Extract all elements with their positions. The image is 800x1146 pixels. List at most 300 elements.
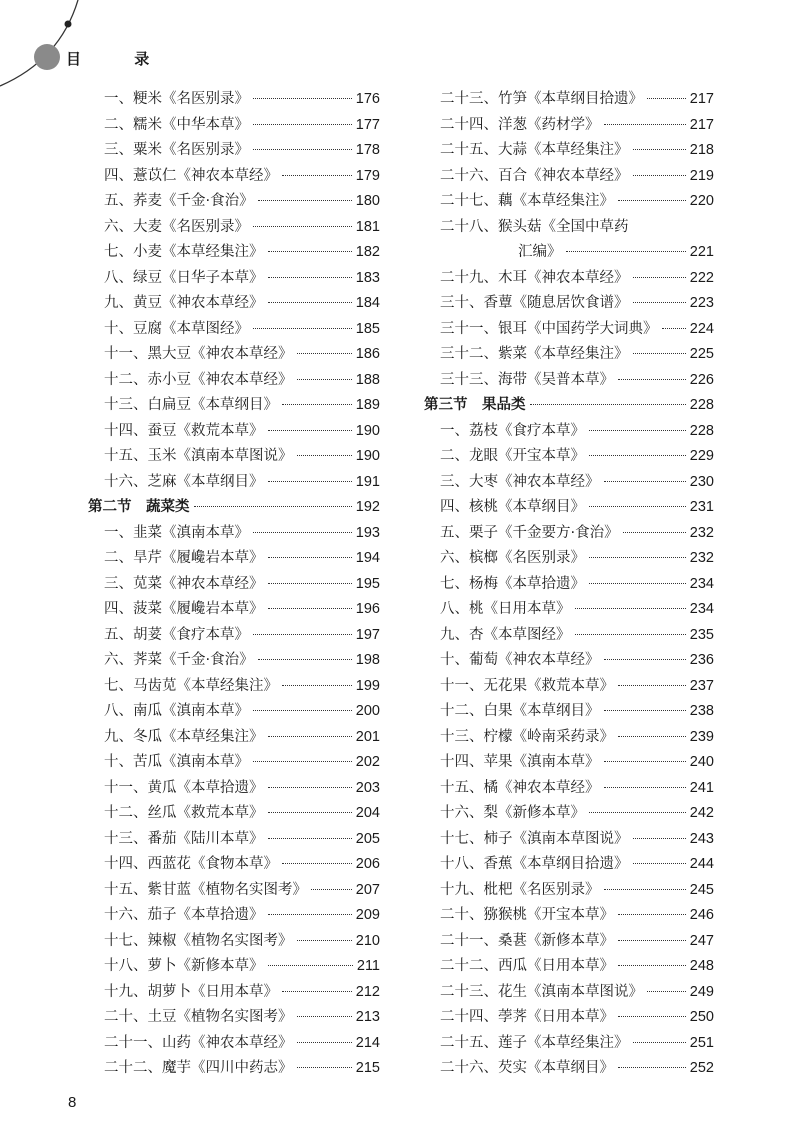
toc-entry[interactable] — [424, 164, 714, 190]
toc-page-number: 234 — [689, 601, 714, 617]
toc-section-heading[interactable] — [424, 393, 714, 419]
toc-entry[interactable] — [424, 189, 714, 215]
toc-page-number: 235 — [689, 626, 714, 643]
dot-leader — [618, 965, 686, 966]
toc-entry-title: 十一、黑大豆《神农本草经》 — [104, 346, 293, 362]
toc-entry[interactable] — [424, 572, 714, 598]
toc-page-number: 183 — [355, 269, 380, 286]
toc-entry[interactable] — [424, 138, 714, 164]
toc-entry-title: 五、荞麦《千金·食治》 — [104, 193, 254, 209]
toc-entry[interactable] — [424, 954, 714, 980]
toc-entry[interactable] — [88, 1005, 380, 1031]
toc-entry[interactable] — [424, 317, 714, 343]
toc-entry[interactable] — [424, 342, 714, 368]
dot-leader — [253, 710, 352, 711]
toc-page-number: 185 — [355, 320, 380, 337]
dot-leader — [618, 685, 686, 686]
toc-entry-title: 二十八、猴头菇《全国中草药 — [440, 218, 629, 235]
toc-entry[interactable] — [88, 623, 380, 649]
dot-leader — [633, 302, 686, 303]
toc-entry-title: 第二节 蔬菜类 — [88, 499, 190, 515]
toc-entry-continuation[interactable] — [424, 240, 714, 266]
toc-page-number: 199 — [355, 677, 380, 694]
toc-entry[interactable] — [424, 495, 714, 521]
toc-entry[interactable] — [88, 240, 380, 266]
dot-leader — [268, 736, 352, 737]
toc-page-number: 240 — [689, 754, 714, 770]
toc-page-number: 198 — [355, 652, 380, 668]
toc-page-number: 207 — [355, 881, 380, 898]
toc-entry[interactable] — [88, 903, 380, 929]
toc-entry-title: 七、杨梅《本草拾遗》 — [440, 575, 585, 592]
toc-page-number: 184 — [355, 295, 380, 311]
toc-page-number: 231 — [689, 499, 714, 515]
toc-entry[interactable] — [424, 521, 714, 547]
toc-entry[interactable] — [424, 623, 714, 649]
toc-entry-title: 二十四、荸荠《日用本草》 — [440, 1009, 614, 1025]
toc-entry[interactable] — [88, 1056, 380, 1082]
toc-page-number: 215 — [355, 1060, 380, 1076]
dot-leader — [604, 710, 686, 711]
toc-entry-title: 十六、芝麻《本草纲目》 — [104, 473, 264, 490]
toc-entry-title: 十三、柠檬《岭南采药录》 — [440, 728, 614, 745]
toc-entry[interactable] — [424, 725, 714, 751]
dot-leader — [268, 608, 352, 609]
dot-leader — [633, 277, 686, 278]
toc-entry-title: 二十五、大蒜《本草经集注》 — [440, 142, 629, 158]
toc-page-number: 226 — [689, 371, 714, 388]
toc-page-number: 212 — [355, 983, 380, 1000]
toc-page-number: 228 — [689, 397, 714, 413]
toc-entry[interactable] — [424, 546, 714, 572]
toc-page-number: 228 — [689, 422, 714, 439]
toc-entry[interactable] — [88, 776, 380, 802]
toc-page-number: 203 — [355, 779, 380, 796]
toc-page-number: 179 — [355, 167, 380, 184]
toc-entry[interactable] — [424, 87, 714, 113]
dot-leader — [268, 557, 352, 558]
toc-entry[interactable] — [88, 827, 380, 853]
toc-page-number: 201 — [355, 728, 380, 745]
toc-entry-title: 二十三、花生《滇南本草图说》 — [440, 983, 643, 1000]
dot-leader — [566, 251, 686, 252]
toc-page-number: 193 — [355, 524, 380, 541]
toc-page-number: 241 — [689, 779, 714, 796]
toc-page-number: 219 — [689, 167, 714, 184]
toc-entry-title: 九、冬瓜《本草经集注》 — [104, 728, 264, 745]
toc-entry-title: 一、韭菜《滇南本草》 — [104, 524, 249, 541]
dot-leader — [282, 685, 352, 686]
dot-leader — [253, 149, 352, 150]
toc-entry-title: 九、杏《本草图经》 — [440, 626, 571, 643]
toc-page-number: 222 — [689, 269, 714, 286]
toc-entry[interactable] — [88, 725, 380, 751]
toc-entry-title: 二、旱芹《履巉岩本草》 — [104, 550, 264, 566]
toc-entry-title: 一、荔枝《食疗本草》 — [440, 422, 585, 439]
toc-entry[interactable] — [424, 750, 714, 776]
toc-page-number: 251 — [689, 1034, 714, 1051]
toc-entry[interactable] — [88, 929, 380, 955]
toc-entry-title: 六、槟榔《名医别录》 — [440, 550, 585, 566]
dot-leader — [297, 353, 352, 354]
toc-page-number: 192 — [355, 499, 380, 515]
dot-leader — [297, 1042, 352, 1043]
toc-entry-title: 十四、蚕豆《救荒本草》 — [104, 422, 264, 439]
toc-entry-title: 九、黄豆《神农本草经》 — [104, 295, 264, 311]
dot-leader — [604, 889, 686, 890]
toc-page-number: 252 — [689, 1060, 714, 1076]
toc-entry[interactable] — [424, 470, 714, 496]
toc-entry[interactable] — [88, 368, 380, 394]
decorative-circle-icon — [34, 44, 60, 70]
dot-leader — [253, 98, 352, 99]
toc-entry-title: 十五、紫甘蓝《植物名实图考》 — [104, 881, 307, 898]
toc-entry-title: 十五、橘《神农本草经》 — [440, 779, 600, 796]
toc-entry[interactable] — [88, 954, 380, 980]
toc-page-number: 190 — [355, 448, 380, 464]
toc-page-number: 195 — [355, 575, 380, 592]
toc-entry-title: 十九、枇杷《名医别录》 — [440, 881, 600, 898]
toc-entry[interactable] — [424, 878, 714, 904]
toc-entry-title: 十五、玉米《滇南本草图说》 — [104, 448, 293, 464]
toc-entry-title: 十六、茄子《本草拾遗》 — [104, 907, 264, 923]
toc-entry[interactable] — [424, 776, 714, 802]
toc-entry-title: 十八、萝卜《新修本草》 — [104, 958, 264, 974]
dot-leader — [589, 455, 686, 456]
page-number: 8 — [68, 1094, 77, 1111]
dot-leader — [633, 863, 686, 864]
toc-page-number: 214 — [355, 1034, 380, 1051]
toc-entry-title: 十一、无花果《救荒本草》 — [440, 677, 614, 694]
dot-leader — [618, 940, 686, 941]
toc-entry[interactable] — [88, 317, 380, 343]
dot-leader — [633, 149, 686, 150]
toc-page-number: 213 — [355, 1009, 380, 1025]
dot-leader — [268, 838, 352, 839]
toc-entry[interactable] — [88, 113, 380, 139]
toc-entry[interactable] — [88, 699, 380, 725]
toc-page-number: 243 — [689, 830, 714, 847]
toc-page-number: 205 — [355, 830, 380, 847]
dot-leader — [589, 506, 686, 507]
toc-entry-title: 三十二、紫菜《本草经集注》 — [440, 346, 629, 362]
toc-page-number: 218 — [689, 142, 714, 158]
toc-page-number: 229 — [689, 448, 714, 464]
toc-entry[interactable] — [88, 189, 380, 215]
dot-leader — [282, 175, 352, 176]
toc-page-number: 234 — [689, 575, 714, 592]
toc-page-number: 190 — [355, 422, 380, 439]
toc-entry[interactable] — [88, 215, 380, 241]
dot-leader — [268, 430, 352, 431]
toc-page-number: 247 — [689, 932, 714, 949]
toc-page-number: 250 — [689, 1009, 714, 1025]
toc-entry[interactable] — [424, 699, 714, 725]
toc-entry-title: 二十、猕猴桃《开宝本草》 — [440, 907, 614, 923]
toc-entry-title: 三十一、银耳《中国药学大词典》 — [440, 320, 658, 337]
dot-leader — [618, 1016, 686, 1017]
toc-entry[interactable] — [424, 419, 714, 445]
toc-entry[interactable] — [88, 164, 380, 190]
toc-entry[interactable] — [424, 674, 714, 700]
toc-entry-title: 八、绿豆《日华子本草》 — [104, 269, 264, 286]
toc-entry-title: 十二、赤小豆《神农本草经》 — [104, 371, 293, 388]
toc-entry[interactable] — [88, 521, 380, 547]
toc-entry-title: 五、胡荽《食疗本草》 — [104, 626, 249, 643]
dot-leader — [297, 455, 352, 456]
toc-entry[interactable] — [88, 980, 380, 1006]
toc-entry-title: 二十、土豆《植物名实图考》 — [104, 1009, 293, 1025]
toc-page-number: 181 — [355, 218, 380, 235]
toc-left-column — [88, 87, 380, 1082]
toc-page-number: 210 — [355, 932, 380, 949]
toc-entry[interactable] — [88, 674, 380, 700]
toc-entry[interactable] — [424, 827, 714, 853]
dot-leader — [297, 1016, 352, 1017]
toc-entry-title: 三十、香蕈《随息居饮食谱》 — [440, 295, 629, 311]
toc-page-number: 232 — [689, 550, 714, 566]
dot-leader — [604, 787, 686, 788]
toc-page-number: 237 — [689, 677, 714, 694]
toc-entry-title: 六、荠菜《千金·食治》 — [104, 652, 254, 668]
toc-entry[interactable] — [88, 1031, 380, 1057]
dot-leader — [604, 761, 686, 762]
toc-entry-title: 二十一、山药《神农本草经》 — [104, 1034, 293, 1051]
toc-page-number: 239 — [689, 728, 714, 745]
toc-entry-title: 二十一、桑葚《新修本草》 — [440, 932, 614, 949]
toc-entry-title: 八、南瓜《滇南本草》 — [104, 703, 249, 719]
decorative-arc-line — [0, 0, 78, 86]
dot-leader — [589, 557, 686, 558]
toc-entry[interactable] — [88, 878, 380, 904]
toc-entry[interactable] — [88, 546, 380, 572]
toc-entry[interactable] — [88, 648, 380, 674]
dot-leader — [647, 98, 686, 99]
dot-leader — [633, 1042, 686, 1043]
toc-entry-title: 二、糯米《中华本草》 — [104, 116, 249, 133]
toc-entry[interactable] — [424, 597, 714, 623]
toc-entry[interactable] — [424, 1005, 714, 1031]
toc-page-number: 230 — [689, 473, 714, 490]
dot-leader — [297, 379, 352, 380]
toc-entry-title: 四、薏苡仁《神农本草经》 — [104, 167, 278, 184]
toc-entry-title: 汇编》 — [518, 244, 562, 260]
dot-leader — [282, 404, 352, 405]
toc-entry[interactable] — [88, 470, 380, 496]
toc-page-number: 246 — [689, 907, 714, 923]
toc-page-number: 180 — [355, 193, 380, 209]
toc-entry-title: 十六、梨《新修本草》 — [440, 805, 585, 821]
dot-leader — [604, 659, 686, 660]
toc-entry-title: 七、小麦《本草经集注》 — [104, 244, 264, 260]
toc-entry[interactable] — [88, 266, 380, 292]
toc-entry-title: 二十二、魔芋《四川中药志》 — [104, 1060, 293, 1076]
toc-entry-title: 二十六、百合《神农本草经》 — [440, 167, 629, 184]
toc-entry-title: 四、核桃《本草纲目》 — [440, 499, 585, 515]
dot-leader — [633, 838, 686, 839]
toc-entry-title: 二十五、莲子《本草经集注》 — [440, 1034, 629, 1051]
toc-entry-title: 十九、胡萝卜《日用本草》 — [104, 983, 278, 1000]
toc-entry-title: 三、苋菜《神农本草经》 — [104, 575, 264, 592]
toc-entry-title: 十三、番茄《陆川本草》 — [104, 830, 264, 847]
toc-entry[interactable] — [88, 750, 380, 776]
dot-leader — [253, 761, 352, 762]
toc-entry-title: 二十四、洋葱《药材学》 — [440, 116, 600, 133]
toc-page-number: 209 — [355, 907, 380, 923]
dot-leader — [589, 812, 686, 813]
toc-page-number: 178 — [355, 142, 380, 158]
toc-page-number: 236 — [689, 652, 714, 668]
toc-entry[interactable] — [88, 419, 380, 445]
dot-leader — [268, 277, 352, 278]
toc-section-heading[interactable] — [88, 495, 380, 521]
toc-page-number: 189 — [355, 397, 380, 413]
toc-entry-title: 十、葡萄《神农本草经》 — [440, 652, 600, 668]
toc-page-number: 238 — [689, 703, 714, 719]
dot-leader — [633, 353, 686, 354]
toc-entry[interactable] — [424, 801, 714, 827]
toc-entry-title: 十三、白扁豆《本草纲目》 — [104, 397, 278, 413]
dot-leader — [253, 328, 352, 329]
dot-leader — [530, 404, 686, 405]
toc-page-number: 206 — [355, 856, 380, 872]
toc-entry[interactable] — [88, 342, 380, 368]
toc-page-number: 217 — [689, 116, 714, 133]
toc-entry[interactable] — [424, 1031, 714, 1057]
toc-page-number: 244 — [689, 856, 714, 872]
toc-page-number: 191 — [355, 473, 380, 490]
dot-leader — [589, 430, 686, 431]
toc-entry-title: 七、马齿苋《本草经集注》 — [104, 677, 278, 694]
toc-entry-title: 十一、黄瓜《本草拾遗》 — [104, 779, 264, 796]
toc-entry-title: 三、大枣《神农本草经》 — [440, 473, 600, 490]
toc-entry[interactable] — [424, 852, 714, 878]
dot-leader — [575, 634, 686, 635]
dot-leader — [575, 608, 686, 609]
decorative-small-dot — [65, 21, 72, 28]
toc-entry-title: 二十六、芡实《本草纲目》 — [440, 1060, 614, 1076]
toc-page-number: 200 — [355, 703, 380, 719]
toc-entry[interactable] — [424, 903, 714, 929]
toc-entry-title: 十七、柿子《滇南本草图说》 — [440, 830, 629, 847]
dot-leader — [282, 991, 352, 992]
toc-entry-title: 十、苦瓜《滇南本草》 — [104, 754, 249, 770]
toc-page-number: 248 — [689, 958, 714, 974]
dot-leader — [268, 251, 352, 252]
toc-page-number: 186 — [355, 346, 380, 362]
toc-right-column — [424, 87, 714, 1082]
dot-leader — [194, 506, 352, 507]
toc-entry-title: 十、豆腐《本草图经》 — [104, 320, 249, 337]
dot-leader — [253, 634, 352, 635]
toc-page-number: 224 — [689, 320, 714, 337]
toc-entry-title: 五、栗子《千金要方·食治》 — [440, 524, 619, 541]
toc-entry-title: 十二、丝瓜《救荒本草》 — [104, 805, 264, 821]
toc-page-number: 249 — [689, 983, 714, 1000]
toc-entry[interactable] — [424, 266, 714, 292]
dot-leader — [258, 200, 352, 201]
toc-entry[interactable] — [88, 801, 380, 827]
toc-entry[interactable] — [424, 444, 714, 470]
toc-page-number: 221 — [689, 244, 714, 260]
toc-page-number: 245 — [689, 881, 714, 898]
dot-leader — [253, 532, 352, 533]
toc-entry[interactable] — [88, 444, 380, 470]
toc-page-number: 188 — [355, 371, 380, 388]
toc-entry[interactable] — [424, 648, 714, 674]
dot-leader — [623, 532, 686, 533]
toc-entry[interactable] — [424, 980, 714, 1006]
dot-leader — [297, 940, 352, 941]
dot-leader — [604, 481, 686, 482]
toc-entry-title: 八、桃《日用本草》 — [440, 601, 571, 617]
dot-leader — [662, 328, 686, 329]
toc-entry[interactable] — [88, 393, 380, 419]
dot-leader — [258, 659, 352, 660]
toc-entry[interactable] — [88, 138, 380, 164]
toc-entry-title: 二十九、木耳《神农本草经》 — [440, 269, 629, 286]
toc-page-number: 225 — [689, 346, 714, 362]
toc-entry-title: 十二、白果《本草纲目》 — [440, 703, 600, 719]
dot-leader — [268, 583, 352, 584]
toc-entry-title: 二十三、竹笋《本草纲目拾遗》 — [440, 91, 643, 107]
toc-page-number: 176 — [355, 91, 380, 107]
toc-page-number: 177 — [355, 116, 380, 133]
toc-entry-title: 二、龙眼《开宝本草》 — [440, 448, 585, 464]
toc-page-number: 194 — [355, 550, 380, 566]
dot-leader — [268, 302, 352, 303]
dot-leader — [253, 124, 352, 125]
toc-page-number: 211 — [356, 958, 380, 974]
dot-leader — [268, 787, 352, 788]
dot-leader — [618, 379, 686, 380]
toc-page-number: 232 — [689, 524, 714, 541]
dot-leader — [311, 889, 352, 890]
toc-page-number: 217 — [689, 91, 714, 107]
toc-entry[interactable] — [88, 572, 380, 598]
dot-leader — [604, 124, 686, 125]
toc-entry[interactable] — [424, 368, 714, 394]
toc-page-number: 242 — [689, 805, 714, 821]
toc-page-number: 223 — [689, 295, 714, 311]
toc-entry-title: 三十三、海带《吴普本草》 — [440, 371, 614, 388]
dot-leader — [297, 1067, 352, 1068]
toc-entry[interactable] — [88, 87, 380, 113]
toc-entry[interactable] — [88, 852, 380, 878]
toc-page-number: 204 — [355, 805, 380, 821]
toc-entry-title: 四、菠菜《履巉岩本草》 — [104, 601, 264, 617]
toc-entry-title: 十四、苹果《滇南本草》 — [440, 754, 600, 770]
dot-leader — [633, 175, 686, 176]
toc-entry[interactable] — [88, 597, 380, 623]
toc-entry-title: 三、粟米《名医别录》 — [104, 142, 249, 158]
dot-leader — [618, 1067, 686, 1068]
toc-entry[interactable] — [424, 113, 714, 139]
toc-entry-title: 一、粳米《名医别录》 — [104, 91, 249, 107]
toc-page-number: 202 — [355, 754, 380, 770]
toc-entry[interactable] — [88, 291, 380, 317]
dot-leader — [268, 965, 353, 966]
toc-entry[interactable] — [424, 215, 714, 241]
toc-entry[interactable] — [424, 1056, 714, 1082]
toc-entry-title: 十七、辣椒《植物名实图考》 — [104, 932, 293, 949]
dot-leader — [618, 914, 686, 915]
toc-page-number: 197 — [355, 626, 380, 643]
toc-entry-title: 第三节 果品类 — [424, 397, 526, 413]
toc-entry[interactable] — [424, 291, 714, 317]
toc-page-number: 182 — [355, 244, 380, 260]
toc-entry[interactable] — [424, 929, 714, 955]
